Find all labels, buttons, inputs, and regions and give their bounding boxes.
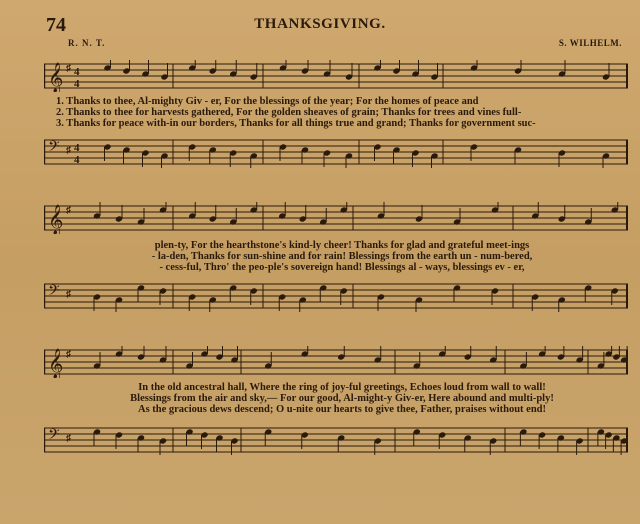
treble-staff-svg [44, 202, 628, 234]
sharp-icon: ♯ [66, 289, 71, 300]
bass-staff [44, 136, 628, 168]
treble-staff-svg [44, 60, 628, 92]
sharp-icon: ♯ [66, 63, 71, 74]
lyric-line: Blessings from the air and sky,— For our good, Al-might-y Giv-er, Here abound and multi-ply! [130, 393, 554, 404]
treble-staff [44, 60, 628, 92]
bass-staff [44, 280, 628, 312]
composer-credit: S. WILHELM. [558, 38, 622, 48]
lyric-line: - cess-ful, Thro' the peo-ple's sovereign hand! Blessings al - ways, blessings ev - er, [159, 262, 525, 273]
lyric-line: 1. Thanks to thee, Al-mighty Giv - er, For the blessings of the year; For the homes of peace and [56, 96, 479, 107]
bass-staff [44, 424, 628, 456]
bass-staff-svg [44, 424, 628, 456]
treble-staff [44, 346, 628, 378]
lyricist-credit: R. N. T. [68, 38, 106, 48]
lyric-line: 2. Thanks to thee for harvests gathered, For the golden sheaves of grain; Thanks for trees and vines full- [56, 107, 522, 118]
lyric-line: - la-den, Thanks for sun-shine and for rain! Blessings from the earth un - num-bered, [151, 251, 533, 262]
treble-staff-svg [44, 346, 628, 378]
treble-clef-icon: 𝄞 [48, 63, 64, 92]
bass-clef-icon: 𝄢 [48, 426, 60, 447]
treble-clef-icon: 𝄞 [48, 205, 64, 234]
hymn-title: THANKSGIVING. [254, 16, 386, 32]
lyric-line: plen-ty, For the hearthstone's kind-ly cheer! Thanks for glad and grateful meet-ings [154, 240, 530, 251]
sharp-icon: ♯ [66, 145, 71, 156]
bass-clef-icon: 𝄢 [48, 138, 60, 159]
lyric-line: 3. Thanks for peace with-in our borders, Thanks for all things true and grand; Thanks for government suc- [56, 118, 536, 129]
sharp-icon: ♯ [66, 349, 71, 360]
time-signature-top: 4 [74, 66, 80, 78]
treble-staff [44, 202, 628, 234]
treble-clef-icon: 𝄞 [48, 349, 64, 378]
time-signature-bottom: 4 [74, 78, 80, 90]
sharp-icon: ♯ [66, 433, 71, 444]
sharp-icon: ♯ [66, 205, 71, 216]
time-signature-bottom: 4 [74, 154, 80, 166]
bass-staff-svg [44, 136, 628, 168]
time-signature-top: 4 [74, 142, 80, 154]
page-number: 74 [46, 14, 66, 36]
lyric-line: In the old ancestral hall, Where the ring of joy-ful greetings, Echoes loud from wall to wall! [138, 382, 546, 393]
bass-staff-svg [44, 280, 628, 312]
bass-clef-icon: 𝄢 [48, 282, 60, 303]
lyric-line: As the gracious dews descend; O u-nite our hearts to give thee, Father, praises without end! [137, 404, 547, 415]
